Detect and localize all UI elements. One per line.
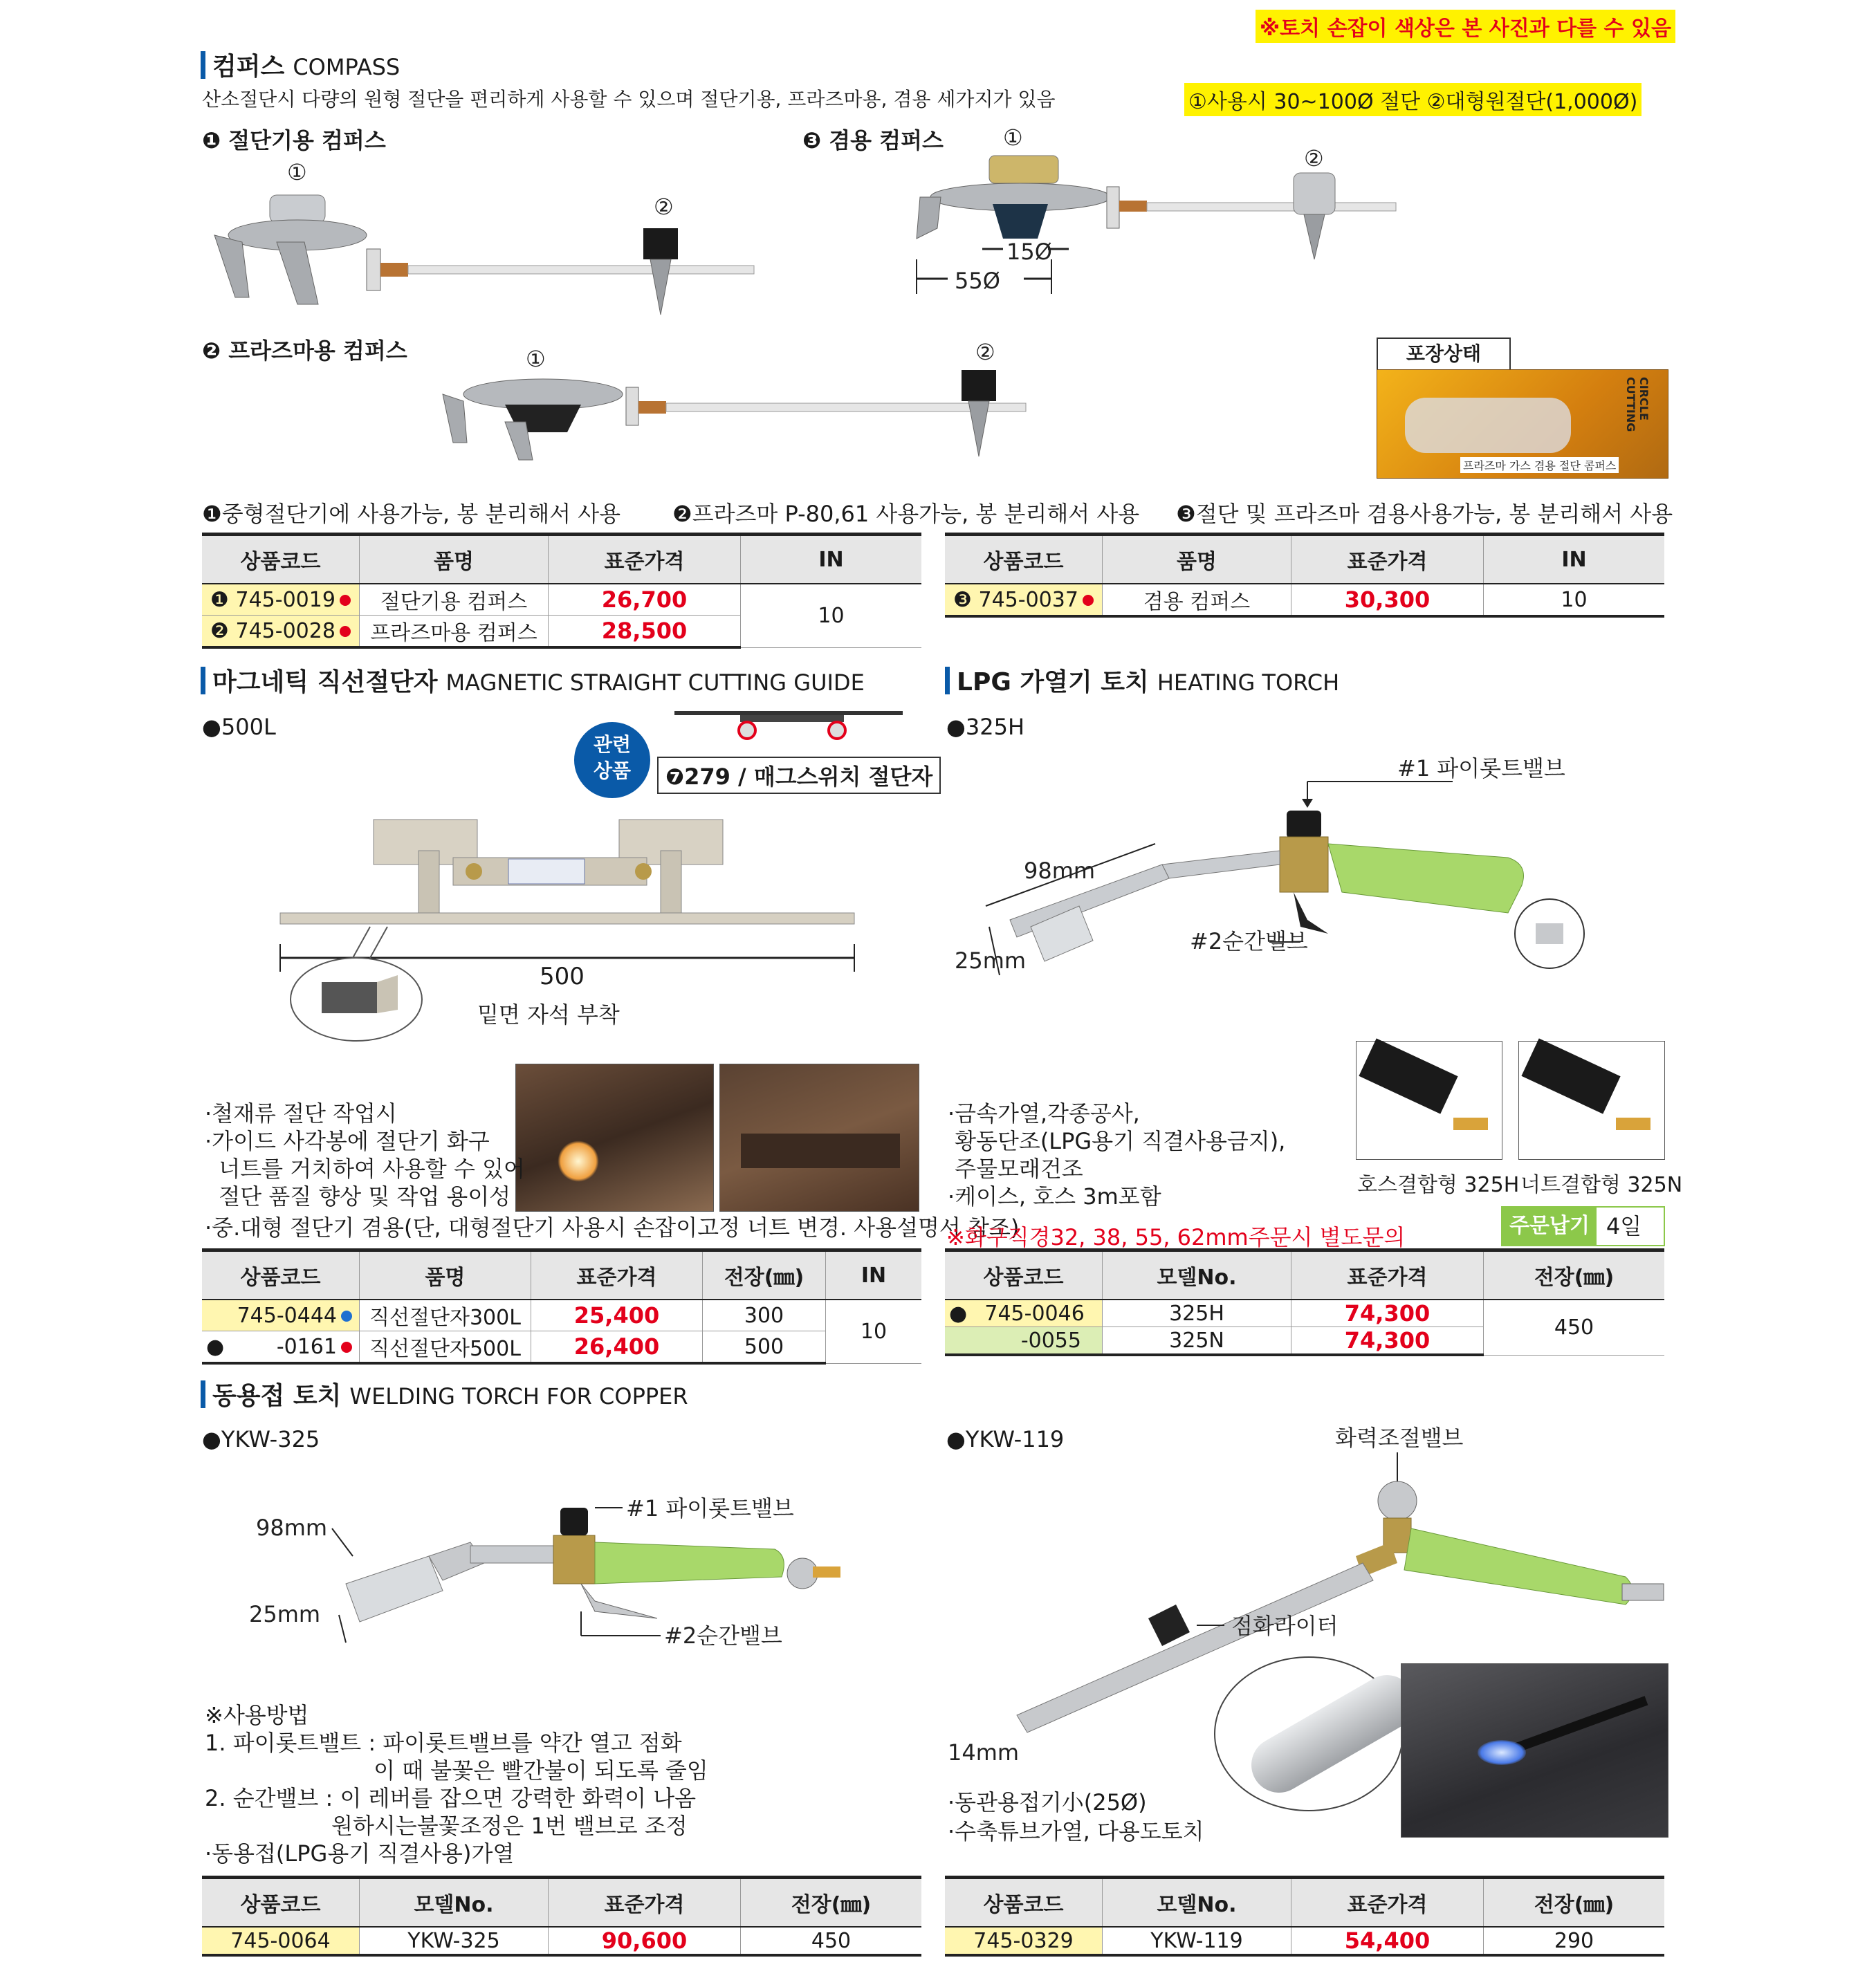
product-code: ❶ 745-0019	[202, 584, 360, 616]
copper-title-en: WELDING TORCH FOR COPPER	[349, 1383, 688, 1409]
lpg-title-en: HEATING TORCH	[1157, 669, 1340, 696]
col-price: 표준가격	[1291, 1878, 1484, 1928]
flame-shape	[1478, 1740, 1526, 1765]
copper-model-2: ●YKW-119	[946, 1426, 1065, 1452]
handle-shape	[1359, 1038, 1457, 1113]
compass-table-left	[202, 533, 921, 649]
dim-98: 98mm	[256, 1515, 328, 1541]
col-price: 표준가격	[531, 1250, 703, 1300]
col-length: 전장(㎜)	[703, 1250, 826, 1300]
copper-title-ko: 동용접 토치	[212, 1382, 342, 1410]
col-name: 품명	[360, 535, 549, 584]
col-length: 전장(㎜)	[741, 1878, 922, 1928]
title-bar	[945, 667, 950, 694]
lighter-label: 점화라이터	[1231, 1613, 1339, 1639]
compass-title-en: COMPASS	[293, 54, 401, 80]
product-length: 450	[1484, 1300, 1665, 1355]
product-price: 25,400	[531, 1300, 703, 1331]
product-length: 300	[703, 1300, 826, 1331]
variant-nut-image	[1518, 1041, 1665, 1160]
instant-valve-label: #2순간밸브	[664, 1623, 782, 1649]
mark-1: ①	[287, 159, 307, 185]
product-code: ❷ 745-0028	[202, 616, 360, 648]
compass-sub-1: ❶ 절단기용 컴퍼스	[202, 127, 386, 154]
table-row	[945, 584, 1664, 616]
product-name: 절단기용 컴퍼스	[360, 584, 549, 616]
col-code: 상품코드	[945, 1878, 1103, 1928]
lpg-warning: ※화구직경32, 38, 55, 62mm주문시 별도문의	[946, 1224, 1406, 1250]
col-name: 품명	[360, 1250, 531, 1300]
copper-table-right	[945, 1876, 1664, 1957]
mark-1: ①	[526, 346, 546, 372]
plasma-compass-image	[429, 339, 1051, 477]
magnetic-title-ko: 마그네틱 직선절단자	[212, 668, 438, 696]
product-price: 30,300	[1291, 584, 1484, 616]
package-text-bottom: 프라즈마 가스 겸용 절단 콤퍼스	[1460, 457, 1619, 473]
magnetic-table	[202, 1248, 921, 1365]
dim-15: 15Ø	[1006, 239, 1052, 265]
compass-note-1: ❶중형절단기에 사용가능, 봉 분리해서 사용	[202, 501, 621, 527]
mark-1: ①	[1003, 124, 1023, 151]
product-length: 450	[741, 1927, 922, 1955]
product-code: 745-0329	[945, 1927, 1103, 1955]
product-name: 겸용 컴퍼스	[1103, 584, 1291, 616]
magnetic-title-en: MAGNETIC STRAIGHT CUTTING GUIDE	[445, 669, 865, 696]
magnetic-bullet-last: ·중.대형 절단기 겸용(단, 대형절단기 사용시 손잡이고정 너트 변경. 사용설명서 참조)	[205, 1214, 1020, 1241]
product-in: 10	[826, 1300, 922, 1363]
compass-note-2: ❷프라즈마 P-80,61 사용가능, 봉 분리해서 사용	[672, 501, 1140, 527]
magnet-label: 밑면 자석 부착	[477, 1001, 620, 1028]
product-price: 26,400	[531, 1331, 703, 1364]
fitting-shape	[1616, 1118, 1650, 1130]
product-price: 28,500	[549, 616, 741, 648]
pilot-valve-label: #1 파이롯트밸브	[626, 1495, 794, 1522]
col-length: 전장(㎜)	[1484, 1878, 1665, 1928]
title-bar	[201, 1380, 205, 1408]
product-model: YKW-119	[1103, 1927, 1291, 1955]
product-code: ● 745-0046	[945, 1300, 1103, 1327]
lpg-title-ko: LPG 가열기 토치	[957, 668, 1149, 696]
lpg-table	[945, 1248, 1664, 1356]
product-name: 직선절단자500L	[360, 1331, 531, 1364]
col-price: 표준가격	[1291, 1250, 1484, 1300]
product-code: 745-0064	[202, 1927, 360, 1955]
product-price: 74,300	[1291, 1327, 1484, 1356]
col-code: 상품코드	[945, 1250, 1103, 1300]
mark-2: ②	[654, 194, 674, 220]
handle-shape	[1521, 1038, 1620, 1113]
tip-shape	[1241, 1665, 1424, 1802]
instant-valve-label: #2순간밸브	[1190, 928, 1308, 954]
dim-25: 25mm	[249, 1601, 321, 1627]
product-in: 10	[1484, 584, 1665, 616]
col-price: 표준가격	[549, 535, 741, 584]
work-photo-2	[719, 1064, 919, 1212]
product-code: -0055	[945, 1327, 1103, 1356]
product-model: 325H	[1103, 1300, 1291, 1327]
lpg-bullets: ·금속가열,각종공사, 황동단조(LPG용기 직결사용금지), 주물모래건조 ·케이스, 호스 3m포함	[948, 1100, 1286, 1210]
product-price: 54,400	[1291, 1927, 1484, 1955]
package-label: 포장상태	[1377, 338, 1511, 371]
copper-usage: ※사용방법 1. 파이롯트밸트 : 파이롯트밸브를 약간 열고 점화 이 때 불꽃은 빨간불이 되도록 줄임 2. 순간밸브 : 이 레버를 잡으면 강력한 화력이 나옴 원하시는불꽃조정은 1번 밸브로 조정 ·동용접(LPG용기 직결사용)가열	[205, 1702, 708, 1867]
col-model: 모델No.	[1103, 1250, 1291, 1300]
compass-sub-3: ❸ 겸용 컴퍼스	[802, 127, 944, 154]
spark-shape	[558, 1140, 599, 1182]
copper-bullets-2: ·동관용접기小(25Ø) ·수축튜브가열, 다용도토치	[948, 1789, 1204, 1845]
variant-nut-label: 너트결합형 325N	[1520, 1173, 1683, 1197]
table-row	[202, 1300, 921, 1331]
tip-detail-image	[1214, 1656, 1404, 1811]
mark-2: ②	[1304, 145, 1324, 172]
product-model: YKW-325	[360, 1927, 549, 1955]
pilot-valve-label: #1 파이롯트밸브	[1397, 755, 1565, 782]
col-code: 상품코드	[945, 535, 1103, 584]
col-code: 상품코드	[202, 535, 360, 584]
table-row	[202, 584, 921, 616]
col-price: 표준가격	[1291, 535, 1484, 584]
copper-title	[201, 1376, 688, 1412]
product-in: 10	[741, 584, 922, 647]
color-notice: ※토치 손잡이 색상은 본 사진과 다를 수 있음	[1256, 10, 1675, 43]
col-in: IN	[1484, 535, 1665, 584]
compass-title	[201, 47, 400, 82]
product-price: 90,600	[549, 1927, 741, 1955]
compass-sub-2: ❷ 프라즈마용 컴퍼스	[202, 338, 407, 364]
copper-table-left	[202, 1876, 921, 1957]
lpg-model: ●325H	[946, 714, 1025, 740]
table-row	[945, 1300, 1664, 1327]
package-compass-shape	[1405, 398, 1571, 453]
lead-time-value: 4일	[1606, 1213, 1642, 1239]
fitting-shape	[1453, 1118, 1488, 1130]
lead-time-label: 주문납기	[1502, 1208, 1597, 1245]
related-product-image	[674, 705, 903, 747]
col-in: IN	[826, 1250, 922, 1300]
guide-shape	[741, 1134, 900, 1168]
dim-98: 98mm	[1024, 858, 1096, 884]
title-bar	[201, 51, 205, 79]
work-photo-1	[515, 1064, 714, 1212]
compass-highlight: ①사용시 30~100Ø 절단 ②대형원절단(1,000Ø)	[1184, 83, 1642, 116]
col-price: 표준가격	[549, 1878, 741, 1928]
product-model: 325N	[1103, 1327, 1291, 1356]
package-image	[1377, 369, 1668, 479]
variant-hose-image	[1356, 1041, 1502, 1160]
product-price: 74,300	[1291, 1300, 1484, 1327]
col-name: 품명	[1103, 535, 1291, 584]
col-length: 전장(㎜)	[1484, 1250, 1665, 1300]
related-product-link[interactable]: ❼279 / 매그스위치 절단자	[657, 757, 941, 794]
product-code: ❸ 745-0037	[945, 584, 1103, 616]
table-row	[202, 1331, 921, 1364]
col-model: 모델No.	[1103, 1878, 1291, 1928]
product-name: 직선절단자300L	[360, 1300, 531, 1331]
dim-25: 25mm	[955, 948, 1027, 974]
ykw325-torch-image	[249, 1480, 872, 1660]
compass-table-right	[945, 533, 1664, 618]
compass-title-ko: 컴퍼스	[212, 53, 285, 81]
dim-55: 55Ø	[955, 268, 1000, 294]
col-in: IN	[741, 535, 922, 584]
combo-compass-image	[906, 121, 1404, 301]
title-bar	[201, 667, 205, 694]
flame-photo	[1401, 1663, 1668, 1838]
product-code: 745-0444	[202, 1300, 360, 1331]
lpg-title	[945, 663, 1339, 698]
magnetic-title	[201, 663, 865, 698]
col-code: 상품코드	[202, 1878, 360, 1928]
cutting-compass-image	[201, 159, 768, 318]
table-row	[202, 1927, 921, 1955]
magnetic-bullets: ·철재류 절단 작업시 ·가이드 사각봉에 절단기 화구 너트를 거치하여 사용할 수 있어 절단 품질 향상 및 작업 용이성	[205, 1100, 525, 1210]
copper-model-1: ●YKW-325	[202, 1426, 320, 1452]
lead-time-box	[1501, 1206, 1665, 1246]
dim-14: 14mm	[948, 1739, 1020, 1766]
product-name: 프라즈마용 컴퍼스	[360, 616, 549, 648]
mark-2: ②	[975, 339, 995, 365]
table-row	[945, 1927, 1664, 1955]
product-code: ● -0161	[202, 1331, 360, 1364]
torch-shape	[1515, 1696, 1648, 1753]
magnetic-model: ●500L	[202, 714, 276, 740]
dim-500: 500	[540, 963, 585, 990]
product-price: 26,700	[549, 584, 741, 616]
variant-hose-label: 호스결합형 325H	[1357, 1173, 1520, 1197]
related-badge: 관련 상품	[574, 722, 650, 798]
col-model: 모델No.	[360, 1878, 549, 1928]
compass-desc: 산소절단시 다량의 원형 절단을 편리하게 사용할 수 있으며 절단기용, 프라즈마용, 겸용 세가지가 있음	[202, 88, 1056, 111]
product-length: 500	[703, 1331, 826, 1364]
product-length: 290	[1484, 1927, 1665, 1955]
package-text-vertical: CIRCLE CUTTING	[1624, 377, 1650, 432]
lpg-torch-image	[955, 755, 1619, 1010]
fire-valve-label: 화력조절밸브	[1335, 1425, 1464, 1451]
compass-note-3: ❸절단 및 프라즈마 겸용사용가능, 봉 분리해서 사용	[1176, 501, 1673, 527]
col-code: 상품코드	[202, 1250, 360, 1300]
